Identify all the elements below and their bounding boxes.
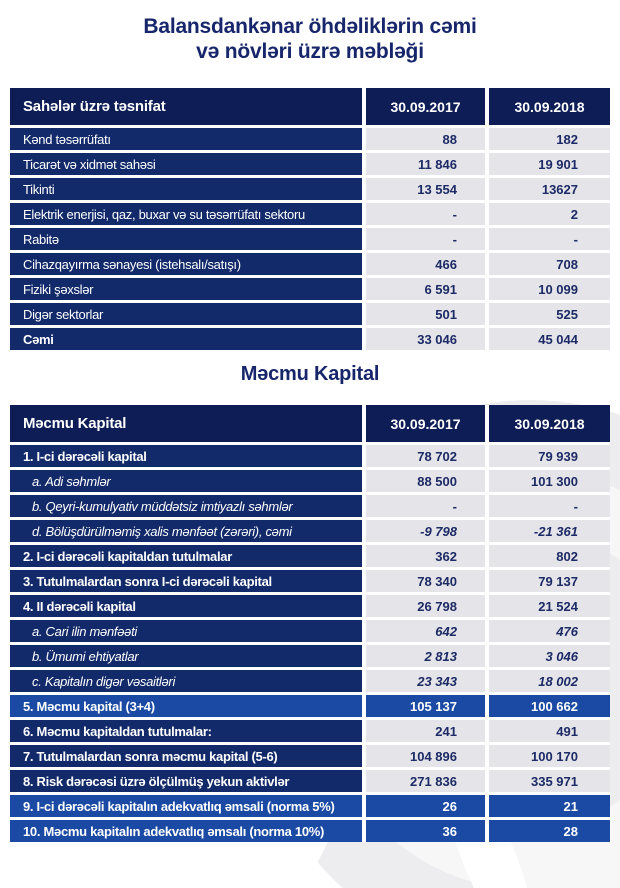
capital-table-header <box>10 405 610 442</box>
table-row <box>10 178 610 200</box>
table-row <box>10 670 610 692</box>
row-label: Fiziki şəxslər <box>10 278 362 300</box>
page-title <box>0 0 620 64</box>
table-row <box>10 520 610 542</box>
row-value-2017: 13 554 <box>366 178 485 200</box>
row-value-2017: 33 046 <box>366 328 485 350</box>
row-value-2017: 78 702 <box>366 445 485 467</box>
column-header-date-2017: 30.09.2017 <box>366 88 485 125</box>
row-label: 7. Tutulmalardan sonra məcmu kapital (5-6) <box>10 745 362 767</box>
row-label: Cihazqayırma sənayesi (istehsalı/satışı) <box>10 253 362 275</box>
row-value-2017: 26 798 <box>366 595 485 617</box>
table-row <box>10 770 610 792</box>
table-row <box>10 128 610 150</box>
table-row <box>10 820 610 842</box>
row-label: 4. II dərəcəli kapital <box>10 595 362 617</box>
row-value-2018: 100 662 <box>489 695 610 717</box>
capital-table <box>10 405 610 842</box>
row-value-2018: 101 300 <box>489 470 610 492</box>
row-value-2018: 476 <box>489 620 610 642</box>
row-value-2018: 79 939 <box>489 445 610 467</box>
row-value-2017: 105 137 <box>366 695 485 717</box>
table-row <box>10 328 610 350</box>
row-value-2018: -21 361 <box>489 520 610 542</box>
table-row <box>10 495 610 517</box>
row-value-2018: - <box>489 495 610 517</box>
capital-table-body <box>10 445 610 842</box>
table-row <box>10 228 610 250</box>
row-label: Ticarət və xidmət sahəsi <box>10 153 362 175</box>
row-value-2018: 100 170 <box>489 745 610 767</box>
row-value-2017: 6 591 <box>366 278 485 300</box>
row-label: a. Cari ilin mənfəəti <box>10 620 362 642</box>
row-value-2018: 13627 <box>489 178 610 200</box>
row-value-2018: 10 099 <box>489 278 610 300</box>
row-value-2017: 78 340 <box>366 570 485 592</box>
row-label: 3. Tutulmalardan sonra I-ci dərəcəli kapital <box>10 570 362 592</box>
row-value-2017: 466 <box>366 253 485 275</box>
row-label: a. Adi səhmlər <box>10 470 362 492</box>
row-label: b. Ümumi ehtiyatlar <box>10 645 362 667</box>
table-row <box>10 695 610 717</box>
row-value-2018: 2 <box>489 203 610 225</box>
row-value-2017: - <box>366 203 485 225</box>
row-value-2017: 642 <box>366 620 485 642</box>
row-label: Cəmi <box>10 328 362 350</box>
row-value-2018: 45 044 <box>489 328 610 350</box>
row-label: Tikinti <box>10 178 362 200</box>
row-label: Digər sektorlar <box>10 303 362 325</box>
row-label: 1. I-ci dərəcəli kapital <box>10 445 362 467</box>
row-label: 6. Məcmu kapitaldan tutulmalar: <box>10 720 362 742</box>
table-row <box>10 545 610 567</box>
page-title-line1: Balansdankənar öhdəliklərin cəmi <box>143 15 477 38</box>
section-title: Məcmu Kapital <box>240 363 380 385</box>
table-row <box>10 445 610 467</box>
row-label: Kənd təsərrüfatı <box>10 128 362 150</box>
row-value-2017: 23 343 <box>366 670 485 692</box>
table-row <box>10 595 610 617</box>
table-row <box>10 795 610 817</box>
row-value-2017: 26 <box>366 795 485 817</box>
row-value-2017: 88 500 <box>366 470 485 492</box>
row-value-2017: 104 896 <box>366 745 485 767</box>
table-row <box>10 720 610 742</box>
table-row <box>10 253 610 275</box>
row-label: Elektrik enerjisi, qaz, buxar və su təsərrüfatı sektoru <box>10 203 362 225</box>
offbalance-table-header <box>10 88 610 125</box>
row-value-2018: 21 <box>489 795 610 817</box>
column-header-date-2017: 30.09.2017 <box>366 405 485 442</box>
page-title-line2: və növləri üzrə məbləği <box>196 40 424 63</box>
table-row <box>10 203 610 225</box>
table-row <box>10 303 610 325</box>
row-label: b. Qeyri-kumulyativ müddətsiz imtiyazlı səhmlər <box>10 495 362 517</box>
row-value-2018: - <box>489 228 610 250</box>
row-value-2018: 18 002 <box>489 670 610 692</box>
row-value-2017: 11 846 <box>366 153 485 175</box>
offbalance-table <box>10 88 610 350</box>
table-row <box>10 745 610 767</box>
row-value-2017: -9 798 <box>366 520 485 542</box>
row-label: c. Kapitalın digər vəsaitləri <box>10 670 362 692</box>
offbalance-table-body <box>10 128 610 350</box>
row-value-2018: 335 971 <box>489 770 610 792</box>
row-label: Rabitə <box>10 228 362 250</box>
row-label: 10. Məcmu kapitalın adekvatlıq əmsalı (norma 10%) <box>10 820 362 842</box>
row-value-2017: 362 <box>366 545 485 567</box>
table-row <box>10 153 610 175</box>
row-value-2017: 271 836 <box>366 770 485 792</box>
row-value-2018: 79 137 <box>489 570 610 592</box>
row-value-2018: 708 <box>489 253 610 275</box>
table-row <box>10 570 610 592</box>
row-value-2018: 182 <box>489 128 610 150</box>
row-label: 5. Məcmu kapital (3+4) <box>10 695 362 717</box>
row-value-2017: - <box>366 495 485 517</box>
table-row <box>10 470 610 492</box>
table-row <box>10 645 610 667</box>
column-header-capital: Məcmu Kapital <box>10 405 362 442</box>
row-value-2018: 491 <box>489 720 610 742</box>
column-header-classification: Sahələr üzrə təsnifat <box>10 88 362 125</box>
row-value-2018: 525 <box>489 303 610 325</box>
column-header-date-2018: 30.09.2018 <box>489 88 610 125</box>
row-value-2017: - <box>366 228 485 250</box>
row-label: 8. Risk dərəcəsi üzrə ölçülmüş yekun aktivlər <box>10 770 362 792</box>
table-row <box>10 620 610 642</box>
table-row <box>10 278 610 300</box>
row-value-2018: 802 <box>489 545 610 567</box>
row-label: 9. I-ci dərəcəli kapitalın adekvatlıq əmsali (norma 5%) <box>10 795 362 817</box>
row-value-2018: 28 <box>489 820 610 842</box>
row-value-2017: 2 813 <box>366 645 485 667</box>
row-value-2017: 501 <box>366 303 485 325</box>
row-value-2018: 21 524 <box>489 595 610 617</box>
column-header-date-2018: 30.09.2018 <box>489 405 610 442</box>
row-value-2017: 88 <box>366 128 485 150</box>
row-value-2018: 3 046 <box>489 645 610 667</box>
row-label: d. Bölüşdürülməmiş xalis mənfəət (zərəri), cəmi <box>10 520 362 542</box>
row-value-2018: 19 901 <box>489 153 610 175</box>
row-value-2017: 36 <box>366 820 485 842</box>
row-value-2017: 241 <box>366 720 485 742</box>
row-label: 2. I-ci dərəcəli kapitaldan tutulmalar <box>10 545 362 567</box>
